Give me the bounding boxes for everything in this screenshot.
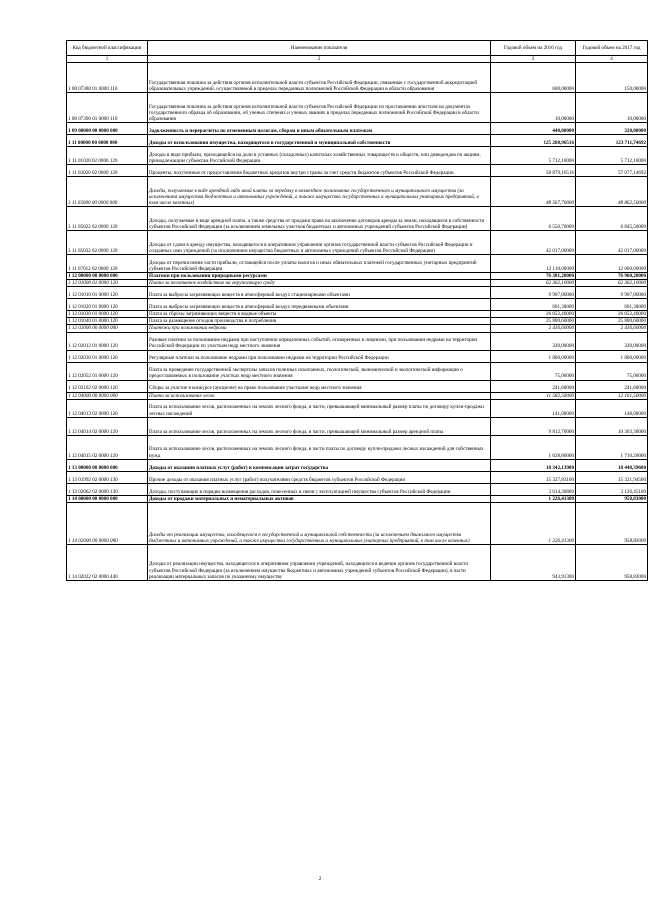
indicator-name-cell: Доходы, получаемые в виде арендной либо иной платы за передачу в возмездное пользование государственного и муниципального имущества (за исключением имущества бюджетных и автономных учреждений, а также имущества государственных и муниципальных унитарных предприятий, в том числе казенных) (148, 177, 491, 207)
indicator-name-cell: Платежи при пользовании природными ресурсами (148, 273, 491, 280)
budget-code-cell: 1 13 02062 02 0000 130 (67, 483, 148, 495)
budget-code-cell: 1 12 02012 01 0000 120 (67, 332, 148, 350)
indicator-name-cell: Доходы от реализации имущества, находящегося в оперативном управлении учреждений, находящихся в ведении органов государственной власти субъектов Российской Федерации (за исключением имущества бюджетных и автономных учреждений субъектов Российской Федерации), в части реализации материальных запасов по указанному имуществу (148, 544, 491, 580)
value-2017-cell: 150,00000 (576, 63, 648, 93)
table-row (67, 287, 648, 299)
value-2017-cell: 26 052,40000 (576, 311, 648, 318)
indicator-name-cell: Плата за негативное воздействие на окружающую среду (148, 280, 491, 287)
value-2017-cell: 75,00000 (576, 362, 648, 380)
indicator-name-cell: Доходы, получаемые в виде арендной платы, а также средства от продажи права на заключение договоров аренды за земли, находящиеся в собственности субъектов Российской Федерации (за исключением земельных участков бюджетных и автономных учреждений субъектов Российской Федерации) (148, 207, 491, 231)
table-row (67, 435, 648, 459)
indicator-name-cell: Прочие доходы от оказания платных услуг (работ) получателями средств бюджетов субъектов Российской Федерации (148, 471, 491, 483)
value-2017-cell: 57 077,14692 (576, 165, 648, 177)
value-2017-cell: 958,83000 (576, 544, 648, 580)
indicator-name-cell: Задолженность и перерасчеты по отмененным налогам, сборам и иным обязательным платежам (148, 123, 491, 135)
value-2016-cell: 320,00000 (491, 332, 576, 350)
budget-code-cell: 1 12 02030 01 0000 120 (67, 350, 148, 362)
value-2016-cell: 440,00000 (491, 123, 576, 135)
value-2017-cell: 958,83000 (576, 502, 648, 544)
indicator-name-cell: Плата за размещение отходов производства и потребления (148, 318, 491, 325)
header-2016: Годовой объем на 2016 год (491, 41, 576, 56)
indicator-name-cell: Проценты, полученные от предоставления бюджетных кредитов внутри страны за счет средств бюджетов субъектов Российской Федерации (148, 165, 491, 177)
header-code: Код бюджетной классификации (67, 41, 148, 56)
budget-code-cell: 1 12 01010 01 0000 120 (67, 287, 148, 299)
budget-code-cell: 1 12 01020 01 0000 120 (67, 299, 148, 311)
table-column-numbers-row (67, 56, 648, 63)
indicator-name-cell: Государственная пошлина за действия органов исполнительной власти субъектов Российской Федерации, связанные с государственной аккредитацией образовательных учреждений, осуществляемой в пределах переданных полномочий Российской Федерации в области образования (148, 63, 491, 93)
budget-code-cell: 1 11 05032 02 0000 120 (67, 231, 148, 255)
value-2017-cell: 6 845,50000 (576, 207, 648, 231)
value-2016-cell: 125 268,96516 (491, 135, 576, 147)
budget-code-cell: 1 08 07390 01 0000 110 (67, 93, 148, 123)
indicator-name-cell: Платежи при пользовании недрами (148, 325, 491, 332)
table-row (67, 544, 648, 580)
budget-code-cell: 1 11 00000 00 0000 000 (67, 135, 148, 147)
value-2017-cell: 320,00000 (576, 123, 648, 135)
table-row (67, 93, 648, 123)
table-row (67, 177, 648, 207)
table-row (67, 165, 648, 177)
table-body (67, 63, 648, 581)
column-number: 3 (491, 56, 576, 63)
budget-code-cell: 1 11 05000 00 0000 000 (67, 177, 148, 207)
value-2016-cell: 9 907,80000 (491, 287, 576, 299)
value-2017-cell: 148,00000 (576, 399, 648, 417)
value-2016-cell: 600,00000 (491, 63, 576, 93)
table-row (67, 135, 648, 147)
value-2016-cell: 75,00000 (491, 362, 576, 380)
value-2016-cell: 5 712,10000 (491, 147, 576, 165)
indicator-name-cell: Плата за использование лесов, расположенных на землях лесного фонда, в части платы по договору купли-продажи лесных насаждений для собственных нужд (148, 435, 491, 459)
budget-code-cell: 1 11 07012 02 0000 120 (67, 255, 148, 273)
table-row (67, 459, 648, 471)
budget-code-cell: 1 13 01992 02 0000 130 (67, 471, 148, 483)
value-2016-cell: 3 014,30800 (491, 483, 576, 495)
table-row (67, 471, 648, 483)
value-2017-cell: 3 126,45100 (576, 483, 648, 495)
budget-code-cell: 1 09 00000 00 0000 000 (67, 123, 148, 135)
value-2017-cell: 241,60000 (576, 380, 648, 392)
value-2017-cell: 25 800,60000 (576, 318, 648, 325)
column-number: 4 (576, 56, 648, 63)
table-row (67, 502, 648, 544)
value-2016-cell: 42 017,00000 (491, 231, 576, 255)
value-2016-cell: 12 110,00000 (491, 255, 576, 273)
budget-code-cell: 1 12 01000 01 0000 120 (67, 280, 148, 287)
value-2016-cell: 26 052,40000 (491, 311, 576, 318)
budget-code-cell: 1 13 00000 00 0000 000 (67, 459, 148, 471)
budget-code-cell: 1 12 02052 01 0000 120 (67, 362, 148, 380)
budget-code-cell: 1 14 02000 00 0000 000 (67, 502, 148, 544)
value-2016-cell: 15 327,83100 (491, 471, 576, 483)
budget-code-cell: 1 12 01030 01 0000 120 (67, 311, 148, 318)
value-2016-cell: 943,91300 (491, 544, 576, 580)
value-2016-cell: 62 362,10000 (491, 280, 576, 287)
table-row (67, 311, 648, 318)
indicator-name-cell: Плата за выбросы загрязняющих веществ в атмосферный воздух передвижными объектами (148, 299, 491, 311)
value-2017-cell: 42 017,00000 (576, 231, 648, 255)
indicator-name-cell: Разовые платежи за пользование недрами при наступлении определенных событий, оговоренных в лицензии, при пользовании недрами на территории Российской Федерации по участкам недр местного значения (148, 332, 491, 350)
indicator-name-cell: Плата за использование лесов, расположенных на землях лесного фонда, в части, превышающей минимальный размер платы по договору купли-продажи лесных насаждений (148, 399, 491, 417)
table-row (67, 299, 648, 311)
table-row (67, 495, 648, 502)
table-row (67, 255, 648, 273)
table-row (67, 392, 648, 399)
header-2017: Годовой объем на 2017 год (576, 41, 648, 56)
value-2016-cell: 48 567,70000 (491, 177, 576, 207)
table-row (67, 362, 648, 380)
indicator-name-cell: Доходы, поступающие в порядке возмещения расходов, понесенных в связи с эксплуатацией имущества субъектов Российской Федерации (148, 483, 491, 495)
value-2016-cell: 241,60000 (491, 380, 576, 392)
value-2016-cell: 58 879,16516 (491, 165, 576, 177)
budget-code-cell: 1 12 02102 02 0000 120 (67, 380, 148, 392)
table-row (67, 63, 648, 93)
indicator-name-cell: Плата за использование лесов, расположенных на землях лесного фонда, в части, превышающей минимальный размер арендной платы (148, 417, 491, 435)
value-2016-cell: 1 628,80000 (491, 435, 576, 459)
column-number: 2 (148, 56, 491, 63)
value-2016-cell: 2 436,60000 (491, 325, 576, 332)
value-2017-cell: 48 862,50000 (576, 177, 648, 207)
budget-code-cell: 1 11 03020 02 0000 120 (67, 165, 148, 177)
indicator-name-cell: Плата за сбросы загрязняющих веществ в водные объекты (148, 311, 491, 318)
table-row (67, 380, 648, 392)
budget-code-cell: 1 12 02000 00 0000 000 (67, 325, 148, 332)
value-2016-cell: 141,00000 (491, 399, 576, 417)
indicator-name-cell: Плата за использование лесов (148, 392, 491, 399)
table-row (67, 399, 648, 417)
budget-code-cell: 1 12 01040 01 0000 120 (67, 318, 148, 325)
value-2017-cell: 123 711,74692 (576, 135, 648, 147)
value-2017-cell: 10 303,30000 (576, 417, 648, 435)
budget-code-cell: 1 14 02022 02 0000 440 (67, 544, 148, 580)
value-2016-cell: 1 800,00000 (491, 350, 576, 362)
value-2017-cell: 12 161,50000 (576, 392, 648, 399)
page-number: 2 (318, 876, 322, 882)
budget-code-cell: 1 11 01020 02 0000 120 (67, 147, 148, 165)
indicator-name-cell: Государственная пошлина за действия органов исполнительной власти субъектов Российской Федерации по проставлению апостиля на документах государственного образца об образовании, об ученых степенях и ученых званиях в пределах переданных полномочий Российской Федерации в области образования (148, 93, 491, 123)
revenue-table-container (66, 40, 646, 581)
value-2016-cell: 9 812,70000 (491, 417, 576, 435)
indicator-name-cell: Доходы от использования имущества, находящегося в государственной и муниципальной собственности (148, 135, 491, 147)
value-2017-cell: 5 712,10000 (576, 147, 648, 165)
table-row (67, 123, 648, 135)
budget-code-cell: 1 08 07380 01 0000 110 (67, 63, 148, 93)
table-row (67, 325, 648, 332)
budget-code-cell: 1 12 04015 02 0000 120 (67, 435, 148, 459)
value-2017-cell: 9 907,80000 (576, 287, 648, 299)
table-row (67, 280, 648, 287)
value-2017-cell: 76 960,20000 (576, 273, 648, 280)
value-2016-cell: 10,00000 (491, 93, 576, 123)
value-2017-cell: 12 060,00000 (576, 255, 648, 273)
indicator-name-cell: Регулярные платежи за пользование недрами при пользовании недрами на территории Российской Федерации (148, 350, 491, 362)
table-row (67, 417, 648, 435)
budget-code-cell: 1 14 00000 00 0000 000 (67, 495, 148, 502)
value-2016-cell: 6 550,70000 (491, 207, 576, 231)
value-2017-cell: 62 362,10000 (576, 280, 648, 287)
value-2016-cell: 1 226,41300 (491, 495, 576, 502)
value-2017-cell: 1 710,20000 (576, 435, 648, 459)
table-row (67, 350, 648, 362)
value-2016-cell: 25 800,60000 (491, 318, 576, 325)
table-row (67, 332, 648, 350)
table-row (67, 318, 648, 325)
value-2017-cell: 10,00000 (576, 93, 648, 123)
header-name: Наименование показателя (148, 41, 491, 56)
value-2016-cell: 76 381,20000 (491, 273, 576, 280)
indicator-name-cell: Плата за проведение государственной экспертизы запасов полезных ископаемых, геологической, экономической и экологической информации о предоставляемых в пользование участках недр местного значения (148, 362, 491, 380)
table-row (67, 483, 648, 495)
value-2016-cell: 601,30000 (491, 299, 576, 311)
indicator-name-cell: Доходы от продажи материальных и нематериальных активов (148, 495, 491, 502)
value-2017-cell: 958,83000 (576, 495, 648, 502)
indicator-name-cell: Доходы от сдачи в аренду имущества, находящегося в оперативном управлении органов государственной власти субъектов Российской Федерации и созданных ими учреждений (за исключением имущества бюджетных и автономных учреждений субъектов Российской Федерации) (148, 231, 491, 255)
table-header-row (67, 41, 648, 56)
value-2017-cell: 15 321,94500 (576, 471, 648, 483)
indicator-name-cell: Доходы от перечисления части прибыли, остающейся после уплаты налогов и иных обязательных платежей государственных унитарных предприятий субъектов Российской Федерации (148, 255, 491, 273)
budget-code-cell: 1 12 00000 00 0000 000 (67, 273, 148, 280)
column-number: 1 (67, 56, 148, 63)
table-row (67, 207, 648, 231)
table-row (67, 231, 648, 255)
value-2016-cell: 11 582,50000 (491, 392, 576, 399)
budget-code-cell: 1 12 04013 02 0000 120 (67, 399, 148, 417)
value-2017-cell: 18 448,39600 (576, 459, 648, 471)
budget-code-cell: 1 12 04014 02 0000 120 (67, 417, 148, 435)
revenue-table (66, 40, 648, 581)
indicator-name-cell: Плата за выбросы загрязняющих веществ в атмосферный воздух стационарными объектами (148, 287, 491, 299)
indicator-name-cell: Сборы за участие в конкурсе (аукционе) на право пользования участками недр местного значения (148, 380, 491, 392)
indicator-name-cell: Доходы от реализации имущества, находящегося в государственной и муниципальной собственности (за исключением движимого имущества бюджетных и автономных учреждений, а также имущества государственных и муниципальных унитарных предприятий, в том числе казенных) (148, 502, 491, 544)
value-2016-cell: 1 226,41300 (491, 502, 576, 544)
budget-code-cell: 1 12 04000 00 0000 000 (67, 392, 148, 399)
budget-code-cell: 1 11 05022 02 0000 120 (67, 207, 148, 231)
value-2017-cell: 2 436,60000 (576, 325, 648, 332)
table-row (67, 273, 648, 280)
value-2016-cell: 18 342,13900 (491, 459, 576, 471)
value-2017-cell: 1 800,00000 (576, 350, 648, 362)
value-2017-cell: 320,00000 (576, 332, 648, 350)
indicator-name-cell: Доходы в виде прибыли, приходящейся на доли в уставных (складочных) капиталах хозяйственных товариществ и обществ, или дивидендов по акциям, принадлежащим субъектам Российской Федерации (148, 147, 491, 165)
indicator-name-cell: Доходы от оказания платных услуг (работ) и компенсации затрат государства (148, 459, 491, 471)
table-row (67, 147, 648, 165)
value-2017-cell: 601,30000 (576, 299, 648, 311)
